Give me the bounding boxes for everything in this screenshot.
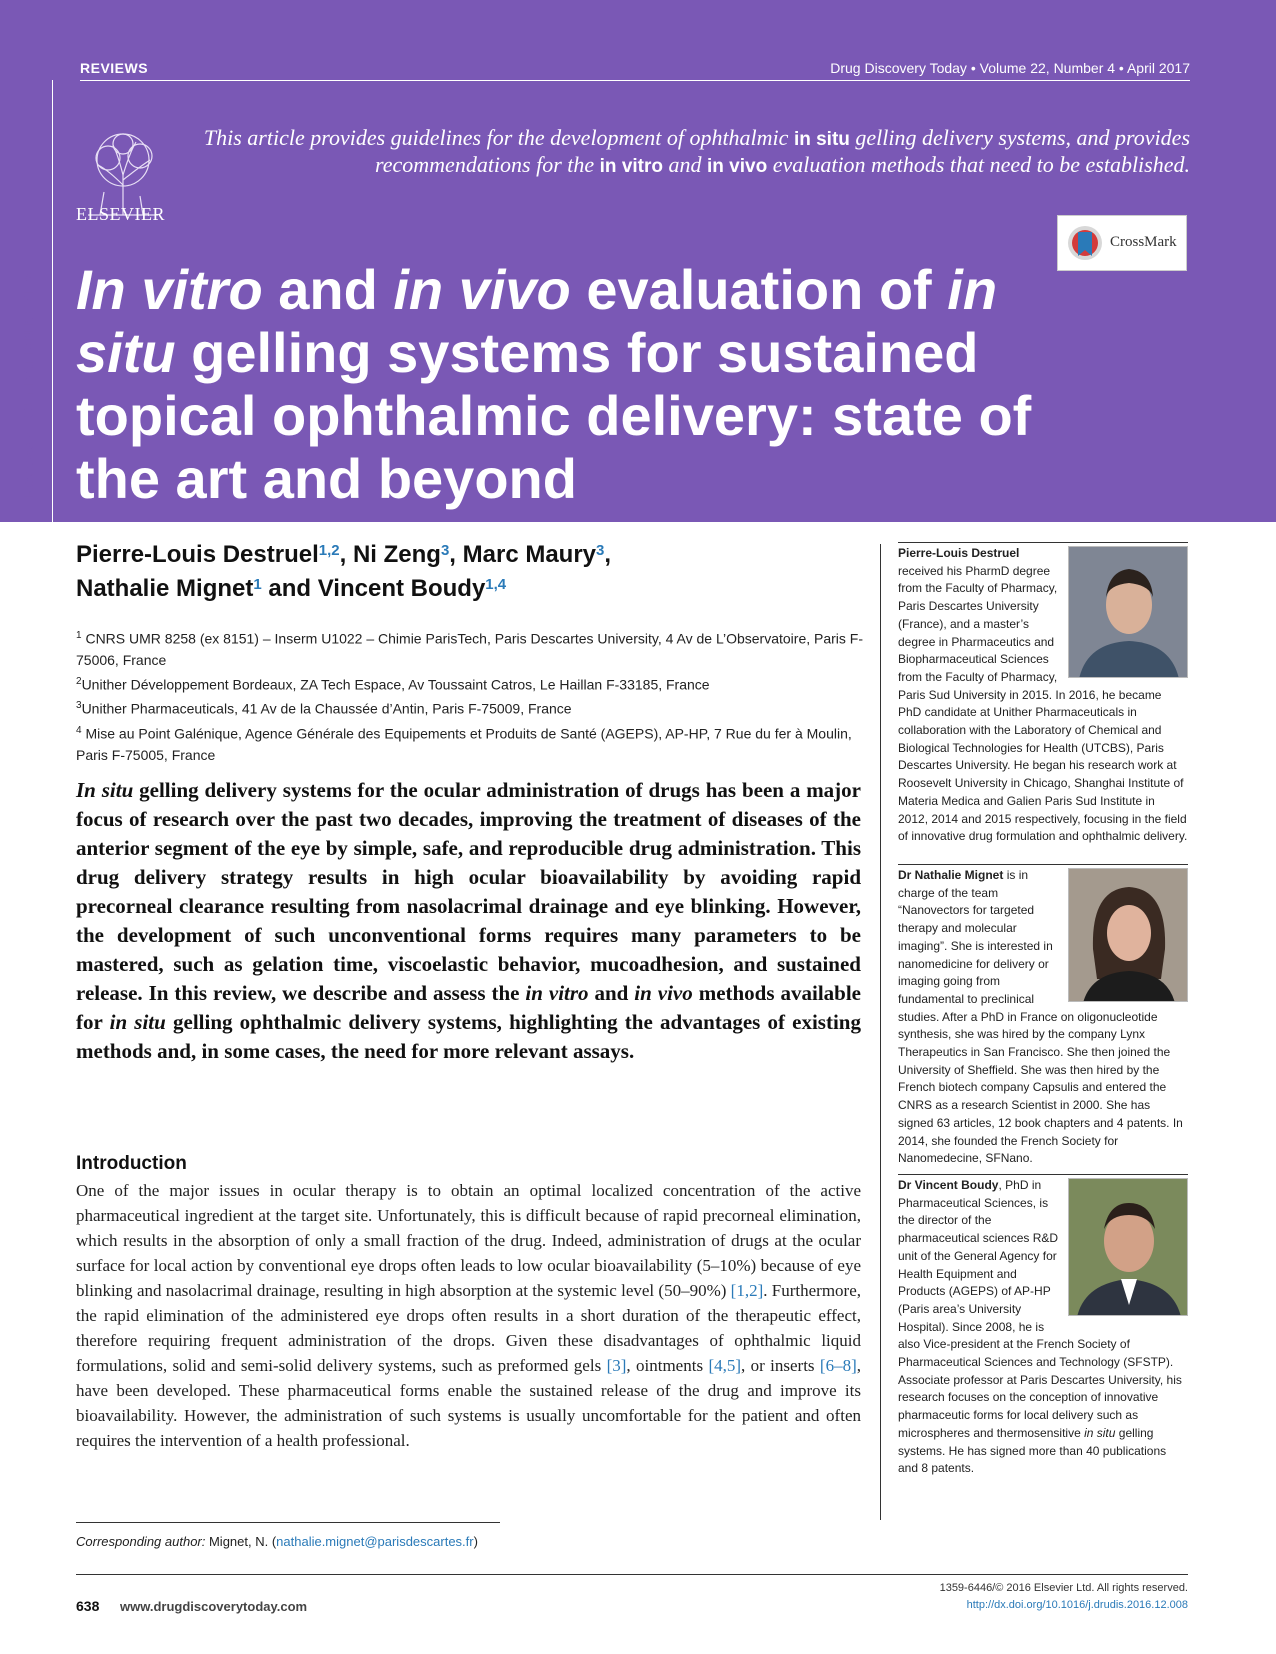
affiliation: $^3$Unither Pharmaceuticals, 41 Av de la Chaussée d’Antin, Paris F-75009, France [76, 700, 572, 717]
crossmark-icon [1066, 224, 1104, 264]
abstract: In situ gelling delivery systems for the ocular administration of drugs has been a major focus of research over the past two decades, improving the treatment of diseases of the anterior segment of the eye by simple, safe, and reproducible drug administration. This drug delivery strategy results in high ocular bioavailability by avoiding rapid precorneal clearance resulting from nasolacrimal drainage and eye blinking. However, the development of such unconventional forms requires many parameters to be mastered, such as gelation time, viscoelastic behavior, mucoadhesion, and sustained release. In this review, we describe and assess the in vitro and in vivo methods available for in situ gelling ophthalmic delivery systems, highlighting the advantages of existing methods and, in some cases, the need for more relevant assays. [76, 778, 861, 1063]
affiliation: $^4$ Mise au Point Galénique, Agence Générale des Equipements et Produits de Santé (AGEPS), AP-HP, 7 Rue du fer à Moulin, Paris F-75005, France [76, 724, 852, 763]
author-photo [1068, 868, 1188, 1002]
journal-date: April 2017 [1126, 60, 1190, 76]
author-photo [1068, 546, 1188, 678]
footnote-rule [76, 1522, 500, 1523]
affiliation: $^2$Unither Développement Bordeaux, ZA Tech Espace, Av Toussaint Catros, Le Haillan F-33185, France [76, 675, 710, 693]
author-list: Pierre-Louis Destruel$^{1,2}$, Ni Zeng$^3$, Marc Maury$^3$, Nathalie Mignet$^1$ and Vincent Boudy$^{1,4}$ [76, 541, 612, 602]
crossmark-badge[interactable] [1057, 215, 1187, 271]
publisher-name: ELSEVIER [76, 204, 165, 224]
author-photo [1068, 1178, 1188, 1316]
author-bio: Pierre-Louis Destruel received his PharmD degree from the Faculty of Pharmacy, Paris Descartes University (France), and a master’s degree in Pharmaceutics and Biopharmaceutical Sciences from the Faculty of Pharmacy, Paris Sud University in 2015. In 2016, he became PhD candidate at Unither Pharmaceuticals in collaboration with the Laboratory of Chemical and Biological Technologies for Health (UTCBS), Paris Descartes University. He began his research work at Roosevelt University in Chicago, Shanghai Institute of Materia Medica and Galien Paris Sud Institute in 2012, 2014 and 2015 respectively, focusing in the field of innovative drug formulation and ophthalmic delivery. [898, 546, 1188, 844]
page-number: 638 [76, 1598, 100, 1614]
bio-rule [898, 864, 1188, 865]
section-heading: Introduction [76, 1153, 187, 1174]
bio-rule [898, 542, 1188, 543]
crossmark-label: CrossMark [1110, 234, 1177, 250]
corresponding-author: Corresponding author: Mignet, N. (nathalie.mignet@parisdescartes.fr) [76, 1534, 478, 1549]
affiliations [76, 625, 866, 766]
journal-volume: Volume 22, Number 4 [979, 60, 1116, 76]
section-label: REVIEWS [80, 60, 149, 76]
author-bio: Dr Vincent Boudy, PhD in Pharmaceutical Sciences, is the director of the pharmaceutical sciences R&D unit of the General Agency for Health Equipment and Products (AGEPS) of AP-HP (Paris area’s University Hospital). Since 2008, he is also Vice-president at the French Society of Pharmaceutical Sciences and Technology (SFSTP). Associate professor at Paris Descartes University, his research focuses on the conception of innovative pharmaceutic forms for local delivery such as microspheres and thermosensitive in situ gelling systems. He has signed more than 40 publications and 8 patents. [898, 1178, 1182, 1476]
side-label: Reviews • FOUNDATION REVIEW [20, 267, 36, 498]
left-rule [52, 80, 53, 525]
journal-name: Drug Discovery Today [830, 60, 967, 76]
affiliation: $^1$ CNRS UMR 8258 (ex 8151) – Inserm U1022 – Chimie ParisTech, Paris Descartes University, 4 Av de L’Observatoire, Paris F-75006, France [76, 630, 864, 668]
citation-link[interactable]: [6–8] [819, 1356, 857, 1375]
header-rule [80, 80, 1190, 81]
article-title: In vitro and in vivo evaluation of in situ gelling systems for sustained topical ophthalmic delivery: state of the art and beyond [76, 258, 1032, 510]
bio-rule [898, 1174, 1188, 1175]
teaser-text: This article provides guidelines for the development of ophthalmic in situ gelling delivery systems, and provides recommendations for the in vitro and in vivo evaluation methods that need to be established. [203, 125, 1190, 177]
footer-rule [76, 1574, 1188, 1575]
citation-link[interactable]: [3] [606, 1356, 627, 1375]
doi-link[interactable]: http://dx.doi.org/10.1016/j.drudis.2016.12.008 [966, 1599, 1188, 1611]
author-email-link[interactable]: nathalie.mignet@parisdescartes.fr [276, 1534, 474, 1549]
citation-link[interactable]: [1,2] [730, 1281, 764, 1300]
column-rule [880, 544, 881, 1520]
journal-info: Drug Discovery Today • Volume 22, Number 4 • April 2017 [830, 60, 1190, 76]
introduction-body: One of the major issues in ocular therapy is to obtain an optimal localized concentration of the active pharmaceutical ingredient at the target site. Unfortunately, this is difficult because of rapid precorneal elimination, which results in the absorption of only a small fraction of the drug. Indeed, administration of drugs at the ocular surface for local action by conventional eye drops often leads to low ocular bioavailability (5–10%) because of eye blinking and nasolacrimal drainage, resulting in high absorption at the systemic level (50–90%) [1,2]. Furthermore, the rapid elimination of the administered eye drops often results in a short duration of the therapeutic effect, therefore requiring frequent administration of the drops. Given these disadvantages of ophthalmic liquid formulations, solid and semi-solid delivery systems, such as preformed gels [3], ointments [4,5], or inserts [6–8], have been developed. These pharmaceutical forms enable the sustained release of the drug and improve its bioavailability. However, the administration of such systems is usually uncomfortable for the patient and often requires the intervention of a health professional. [76, 1181, 861, 1450]
citation-link[interactable]: [4,5] [708, 1356, 742, 1375]
author-bio: Dr Nathalie Mignet is in charge of the team “Nanovectors for targeted therapy and molecular imaging”. She is interested in nanomedicine for delivery or imaging going from fundamental to preclinical studies. After a PhD in France on oligonucleotide synthesis, she was hired by the company Lynx Therapeutics in San Francisco. She then joined the University of Sheffield. She was then hired by the French biotech company Capsulis and entered the CNRS as a research Scientist in 2000. She has signed 63 articles, 12 book chapters and 4 patents. In 2014, she founded the French Society for Nanomedecine, SFNano. [898, 868, 1183, 1166]
journal-website[interactable]: www.drugdiscoverytoday.com [120, 1599, 308, 1614]
copyright: 1359-6446/© 2016 Elsevier Ltd. All rights reserved. [939, 1582, 1188, 1594]
